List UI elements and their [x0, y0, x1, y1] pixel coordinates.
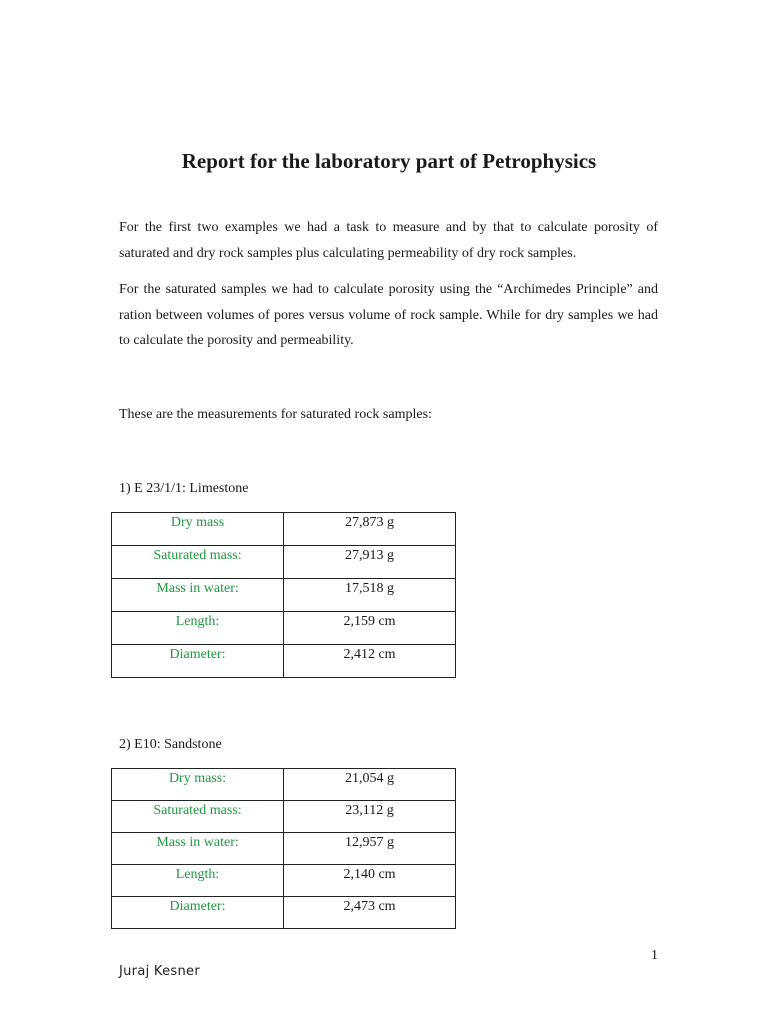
method-paragraph: For the saturated samples we had to calculate porosity using the “Archimedes Principle” and ration between volumes of pores versus volume of rock sample. While for dry samples we had to calculate the porosity and permeability.: [119, 282, 658, 348]
document-title: Report for the laboratory part of Petrophysics: [181, 149, 597, 173]
table-row: [112, 769, 456, 801]
measurement-label: Length:: [112, 865, 284, 897]
measurement-label: Mass in water:: [112, 579, 284, 612]
measurement-value: 12,957 g: [284, 833, 456, 865]
table-row: [112, 833, 456, 865]
measurement-label: Length:: [112, 612, 284, 645]
measurement-label: Dry mass:: [112, 769, 284, 801]
measurement-label: Diameter:: [112, 897, 284, 929]
intro-paragraph: For the first two examples we had a task to measure and by that to calculate porosity of saturated and dry rock samples plus calculating permeability of dry rock samples.: [119, 220, 658, 261]
measurement-value: 21,054 g: [284, 769, 456, 801]
table-row: [112, 645, 456, 678]
table-row: [112, 579, 456, 612]
measurement-value: 17,518 g: [284, 579, 456, 612]
table-row: [112, 801, 456, 833]
measurements-intro-paragraph: These are the measurements for saturated rock samples:: [119, 407, 432, 422]
measurement-value: 27,913 g: [284, 546, 456, 579]
measurement-value: 2,412 cm: [284, 645, 456, 678]
measurement-value: 2,473 cm: [284, 897, 456, 929]
table-row: [112, 897, 456, 929]
sample-2-measurements-table: [111, 768, 456, 929]
measurement-value: 23,112 g: [284, 801, 456, 833]
measurement-label: Diameter:: [112, 645, 284, 678]
measurement-value: 2,140 cm: [284, 865, 456, 897]
measurement-label: Saturated mass:: [112, 801, 284, 833]
table-row: [112, 546, 456, 579]
sample-1-measurements-table: [111, 512, 456, 678]
measurement-label: Saturated mass:: [112, 546, 284, 579]
sample-1-heading: 1) E 23/1/1: Limestone: [119, 481, 249, 496]
table-row: [112, 612, 456, 645]
measurement-label: Mass in water:: [112, 833, 284, 865]
table-row: [112, 865, 456, 897]
measurement-value: 2,159 cm: [284, 612, 456, 645]
sample-2-heading: 2) E10: Sandstone: [119, 737, 222, 752]
measurement-value: 27,873 g: [284, 513, 456, 546]
measurement-label: Dry mass: [112, 513, 284, 546]
footer-author: Juraj Kesner: [119, 964, 200, 979]
table-row: [112, 513, 456, 546]
page-number: 1: [651, 948, 658, 963]
